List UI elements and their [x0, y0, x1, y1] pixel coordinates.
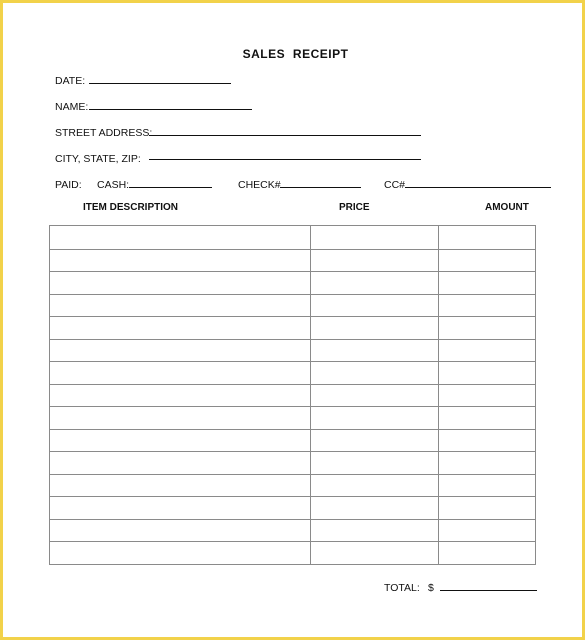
cash-label: CASH: — [97, 179, 130, 191]
amount-cell[interactable] — [438, 339, 535, 362]
city-state-zip-field[interactable] — [149, 159, 421, 160]
item-description-cell[interactable] — [50, 361, 310, 384]
check-field[interactable] — [280, 187, 361, 188]
amount-cell[interactable] — [438, 519, 535, 542]
price-cell[interactable] — [310, 541, 438, 564]
amount-cell[interactable] — [438, 451, 535, 474]
cc-label: CC# — [384, 179, 406, 191]
item-description-cell[interactable] — [50, 226, 310, 249]
amount-cell[interactable] — [438, 429, 535, 452]
amount-cell[interactable] — [438, 384, 535, 407]
item-description-cell[interactable] — [50, 429, 310, 452]
price-cell[interactable] — [310, 339, 438, 362]
amount-cell[interactable] — [438, 226, 535, 249]
city-state-zip-label: CITY, STATE, ZIP: — [55, 153, 141, 165]
item-description-cell[interactable] — [50, 316, 310, 339]
total-label: TOTAL: — [384, 582, 420, 594]
items-table — [49, 225, 536, 565]
price-cell[interactable] — [310, 384, 438, 407]
price-cell[interactable] — [310, 429, 438, 452]
total-field[interactable] — [440, 590, 537, 591]
currency-symbol: $ — [428, 582, 434, 594]
check-label: CHECK# — [238, 179, 281, 191]
amount-cell[interactable] — [438, 474, 535, 497]
amount-cell[interactable] — [438, 496, 535, 519]
amount-cell[interactable] — [438, 361, 535, 384]
date-label: DATE: — [55, 75, 86, 87]
amount-cell[interactable] — [438, 249, 535, 272]
price-cell[interactable] — [310, 361, 438, 384]
receipt-title: SALES RECEIPT — [242, 47, 349, 61]
amount-cell[interactable] — [438, 294, 535, 317]
item-description-cell[interactable] — [50, 406, 310, 429]
amount-cell[interactable] — [438, 541, 535, 564]
item-description-cell[interactable] — [50, 271, 310, 294]
price-cell[interactable] — [310, 519, 438, 542]
street-address-label: STREET ADDRESS: — [55, 127, 153, 139]
price-cell[interactable] — [310, 406, 438, 429]
item-description-cell[interactable] — [50, 294, 310, 317]
item-description-cell[interactable] — [50, 384, 310, 407]
amount-cell[interactable] — [438, 316, 535, 339]
item-description-cell[interactable] — [50, 519, 310, 542]
item-description-cell[interactable] — [50, 339, 310, 362]
cc-field[interactable] — [405, 187, 551, 188]
price-cell[interactable] — [310, 294, 438, 317]
price-cell[interactable] — [310, 271, 438, 294]
price-cell[interactable] — [310, 451, 438, 474]
item-description-cell[interactable] — [50, 496, 310, 519]
amount-cell[interactable] — [438, 406, 535, 429]
cash-field[interactable] — [129, 187, 212, 188]
price-cell[interactable] — [310, 474, 438, 497]
paid-label: PAID: — [55, 179, 82, 191]
item-description-cell[interactable] — [50, 474, 310, 497]
price-cell[interactable] — [310, 316, 438, 339]
amount-cell[interactable] — [438, 271, 535, 294]
price-cell[interactable] — [310, 496, 438, 519]
name-label: NAME: — [55, 101, 89, 113]
amount-header: AMOUNT — [485, 202, 529, 213]
name-field[interactable] — [89, 109, 252, 110]
price-header: PRICE — [339, 202, 370, 213]
item-description-header: ITEM DESCRIPTION — [83, 202, 179, 213]
date-field[interactable] — [89, 83, 231, 84]
price-cell[interactable] — [310, 249, 438, 272]
street-address-field[interactable] — [149, 135, 421, 136]
item-description-cell[interactable] — [50, 249, 310, 272]
price-cell[interactable] — [310, 226, 438, 249]
item-description-cell[interactable] — [50, 541, 310, 564]
item-description-cell[interactable] — [50, 451, 310, 474]
